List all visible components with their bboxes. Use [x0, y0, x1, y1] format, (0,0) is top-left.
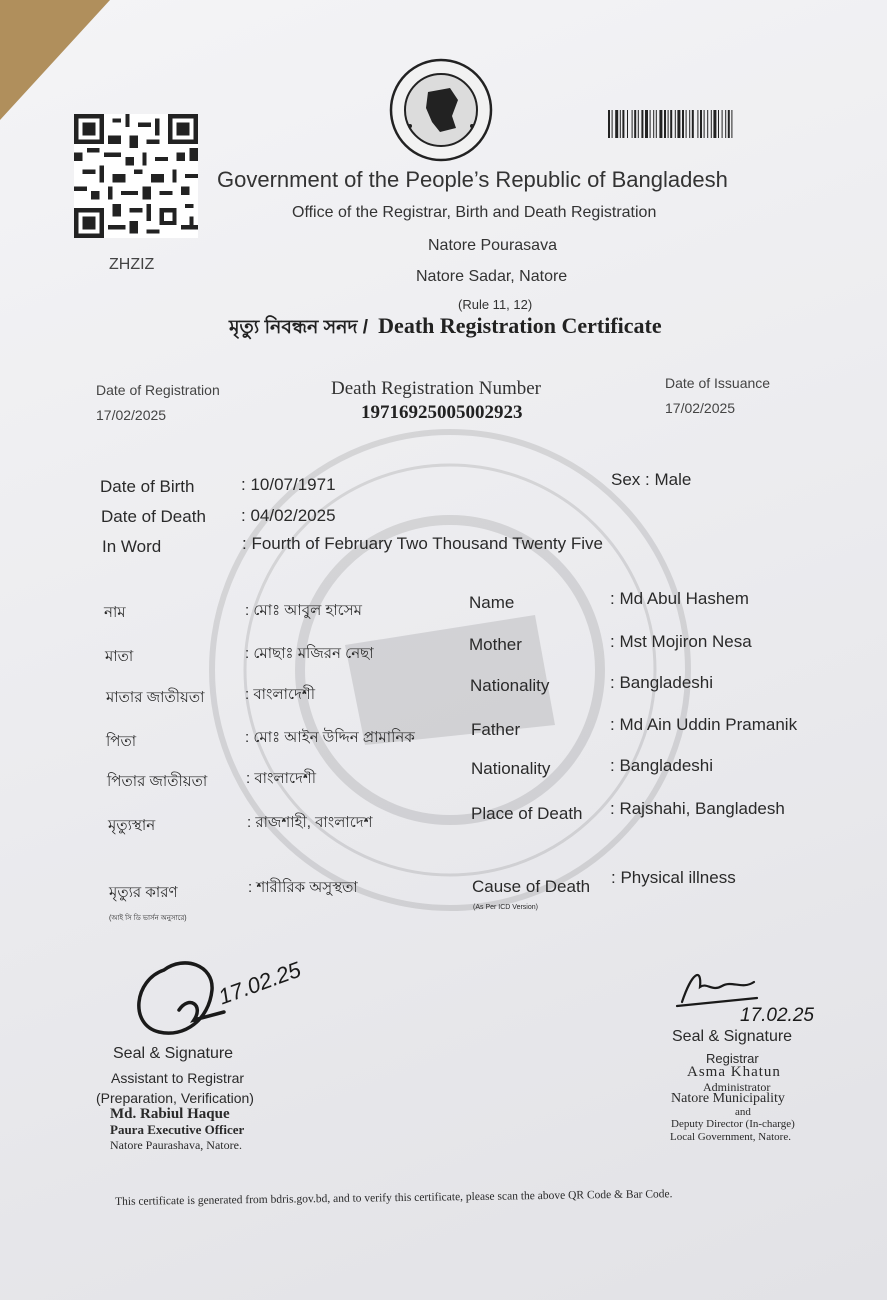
en-mother-value: : Mst Mojiron Nesa [610, 632, 752, 651]
government-emblem [388, 58, 494, 162]
en-place-of-death-value: : Rajshahi, Bangladesh [610, 799, 785, 818]
bn-mother-value: : মোছাঃ মজিরন নেছা [245, 645, 374, 662]
bn-cause-value: : শারীরিক অসুস্থতা [248, 879, 358, 896]
sex-value: Sex : Male [611, 470, 692, 489]
date-of-death-label: Date of Death [101, 507, 206, 526]
date-of-registration-value: 17/02/2025 [96, 407, 167, 423]
left-signatory-name: Md. Rabiul Haque [110, 1106, 230, 1122]
registration-number: 19716925005002923 [361, 402, 523, 423]
bn-father-value: : মোঃ আইন উদ্দিন প্রামানিক [245, 729, 415, 746]
certificate-title-en: Death Registration Certificate [378, 313, 662, 338]
left-seal-signature: Seal & Signature [113, 1045, 234, 1062]
bn-cause-note: (আই সি ডি ভার্সন অনুসারে) [109, 915, 187, 922]
date-of-registration-label: Date of Registration [96, 382, 220, 398]
date-of-issuance-value: 17/02/2025 [665, 400, 736, 416]
en-mother-nationality-label: Nationality [470, 676, 550, 695]
bn-father-nationality-label: পিতার জাতীয়তা [107, 773, 208, 790]
in-word-value: : Fourth of February Two Thousand Twenty Five [242, 534, 603, 553]
left-role-note: (Preparation, Verification) [96, 1090, 254, 1106]
right-seal-signature: Seal & Signature [672, 1028, 793, 1045]
bn-mother-label: মাতা [105, 648, 134, 665]
en-mother-label: Mother [469, 635, 522, 654]
office-heading: Office of the Registrar, Birth and Death Registration [292, 204, 657, 221]
en-father-nationality-value: : Bangladeshi [610, 756, 714, 775]
bn-name-value: : মোঃ আবুল হাসেম [245, 602, 362, 619]
en-place-of-death-label: Place of Death [471, 804, 583, 823]
right-signatory-line2: Natore Municipality [671, 1091, 785, 1106]
certificate-title-bn: মৃত্যু নিবন্ধন সনদ / [229, 317, 369, 338]
bn-mother-nationality-label: মাতার জাতীয়তা [106, 689, 205, 706]
right-signatory-line5: Local Government, Natore. [670, 1131, 791, 1143]
bn-father-label: পিতা [106, 733, 137, 750]
bn-cause-label: মৃত্যুর কারণ [109, 884, 178, 901]
qr-caption: ZHZIZ [109, 256, 155, 273]
right-role: Registrar [706, 1051, 759, 1066]
date-of-issuance-label: Date of Issuance [665, 375, 771, 391]
government-heading: Government of the People’s Republic of Bangladesh [217, 167, 728, 192]
en-mother-nationality-value: : Bangladeshi [610, 673, 714, 692]
date-of-birth-label: Date of Birth [100, 477, 195, 496]
pourasava-heading: Natore Pourasava [428, 237, 557, 254]
bn-mother-nationality-value: : বাংলাদেশী [245, 686, 316, 703]
left-signatory-office: Natore Paurashava, Natore. [110, 1138, 242, 1152]
left-role: Assistant to Registrar [111, 1070, 245, 1086]
bn-father-nationality-value: : বাংলাদেশী [246, 770, 317, 787]
qr-code [74, 114, 198, 238]
en-name-label: Name [469, 593, 515, 612]
right-signatory-line1: Administrator [703, 1080, 771, 1094]
left-signatory-title: Paura Executive Officer [110, 1122, 245, 1137]
watermark-seal [205, 425, 695, 915]
right-signatory-name: Asma Khatun [687, 1064, 781, 1080]
bn-place-of-death-label: মৃত্যুস্থান [108, 817, 156, 834]
rule-text: (Rule 11, 12) [458, 297, 533, 312]
footer-note: This certificate is generated from bdris.gov.bd, and to verify this certificate, please scan the above QR Code & Bar Code. [115, 1188, 673, 1208]
right-signatory-line3: and [735, 1106, 751, 1118]
en-father-label: Father [471, 720, 521, 739]
registration-number-label: Death Registration Number [331, 378, 542, 399]
right-signatory-line4: Deputy Director (In-charge) [671, 1118, 795, 1130]
barcode [608, 110, 822, 138]
en-father-value: : Md Ain Uddin Pramanik [610, 715, 798, 734]
en-father-nationality-label: Nationality [471, 759, 551, 778]
date-of-death-value: : 04/02/2025 [241, 506, 336, 525]
en-cause-note: (As Per ICD Version) [473, 904, 538, 911]
date-of-birth-value: : 10/07/1971 [241, 475, 336, 494]
en-cause-label: Cause of Death [472, 877, 591, 896]
location-heading: Natore Sadar, Natore [416, 268, 568, 285]
bn-name-label: নাম [104, 604, 126, 621]
bn-place-of-death-value: : রাজশাহী, বাংলাদেশ [247, 814, 373, 831]
table-background [0, 0, 110, 120]
right-handwritten-date: 17.02.25 [740, 1005, 814, 1026]
certificate-title [229, 313, 662, 345]
in-word-label: In Word [102, 537, 162, 556]
en-name-value: : Md Abul Hashem [610, 589, 749, 608]
left-handwritten-date: 17.02.25 [215, 956, 305, 1010]
en-cause-value: : Physical illness [611, 868, 736, 887]
